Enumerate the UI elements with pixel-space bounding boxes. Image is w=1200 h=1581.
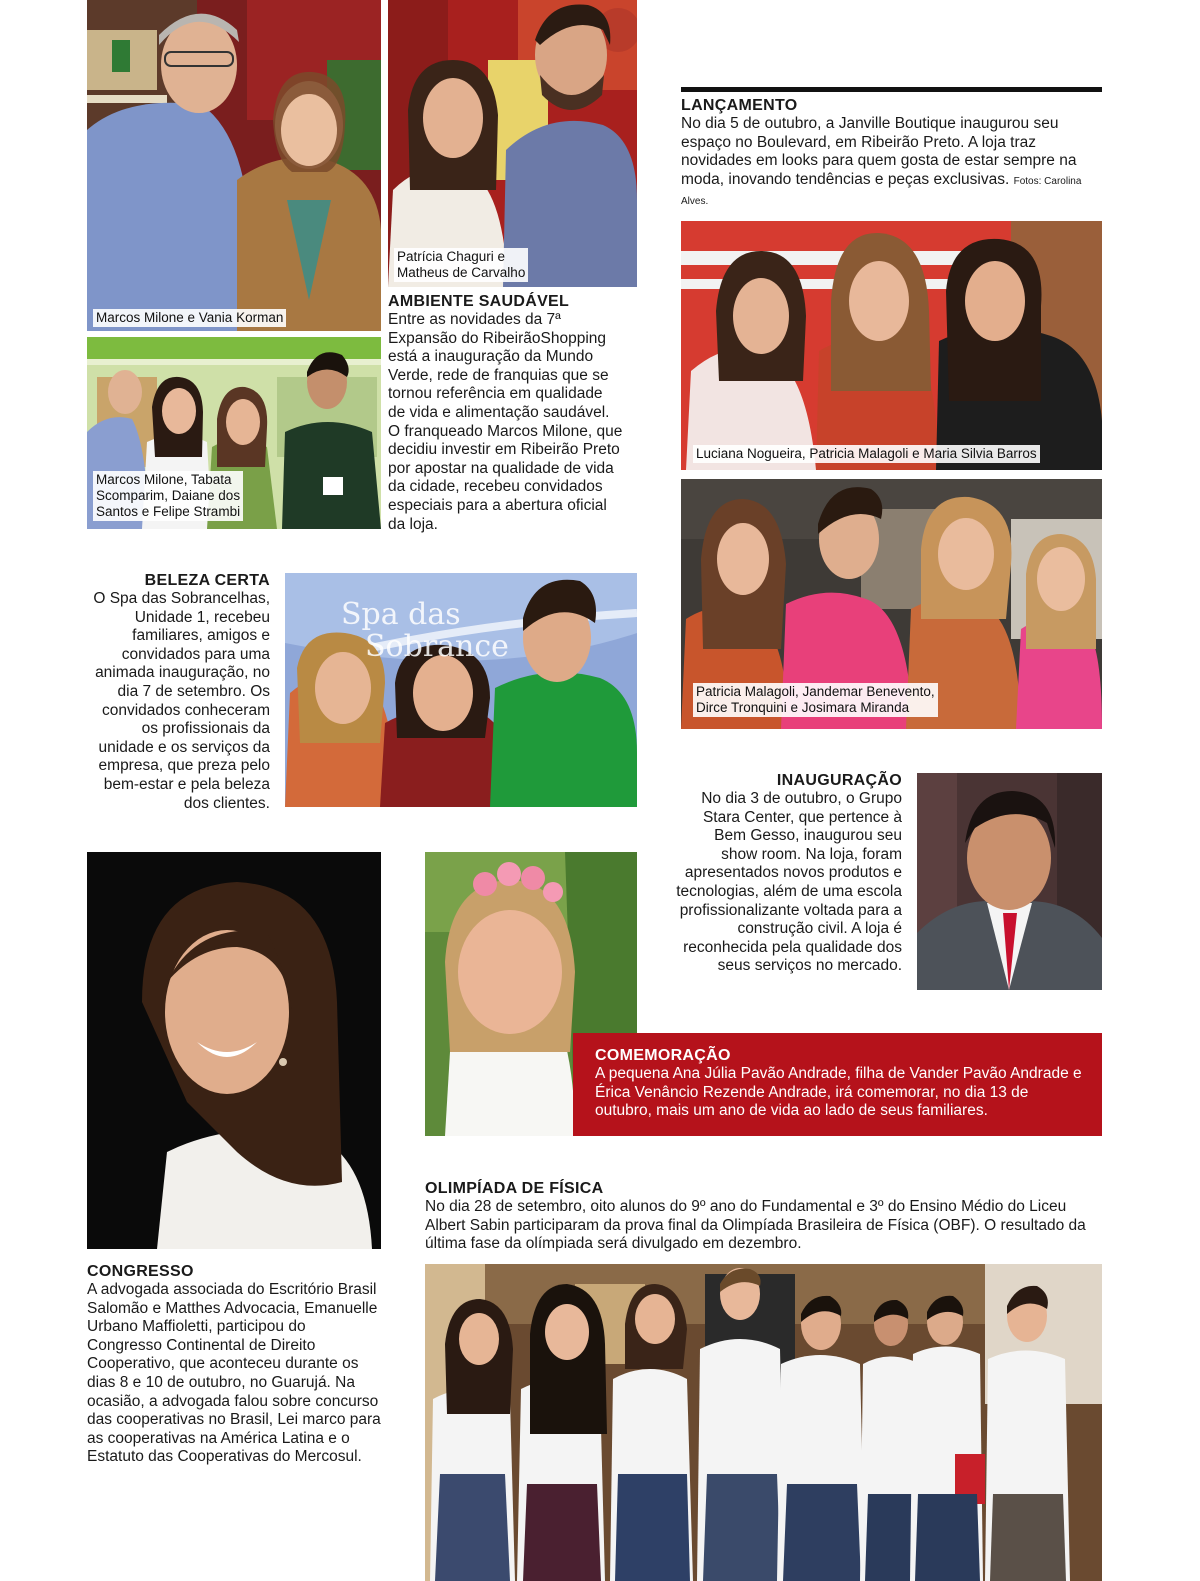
photo-chaguri-carvalho — [388, 0, 637, 287]
article-congresso — [87, 1263, 381, 1467]
spa-sign-text — [341, 599, 509, 663]
body-ambiente-saudavel: Entre as novidades da 7ª Expansão do RibeirãoShopping está a inauguração da Mundo Verde, rede de franquias que se tornou referência em qualidade de vida e alimentação saudável. O franqueado Marcos Milone, que decidiu investir em Ribeirão Preto por apostar na qualidade de vida da cidade, recebeu convidados especiais para a abertura oficial da loja. — [388, 311, 623, 533]
photo-milone-korman — [87, 0, 381, 331]
caption-text: Matheus de Carvalho — [397, 265, 526, 280]
spa-sign-line: Sobrance — [365, 629, 509, 664]
caption-text: Patricia Malagoli, Jandemar Benevento, — [696, 684, 935, 699]
body-comemoracao: A pequena Ana Júlia Pavão Andrade, filha de Vander Pavão Andrade e Érica Venâncio Rezende Andrade, irá comemorar, no dia 13 de outubro, mais um ano de vida ao lado de seus familiares. — [595, 1065, 1082, 1120]
caption-text: Dirce Tronquini e Josimara Miranda — [696, 700, 910, 715]
body-inauguracao: No dia 3 de outubro, o Grupo Stara Center, que pertence à Bem Gesso, inaugurou seu show room. Na loja, foram apresentados novos produtos e tecnologias, além de uma escola profissionalizante voltada para a construção civil. A loja é reconhecida pela qualidade dos seus serviços no mercado. — [676, 790, 902, 975]
body-congresso: A advogada associada do Escritório Brasil Salomão e Matthes Advocacia, Emanuelle Urbano Maffioletti, participou do Congresso Continental de Direito Cooperativo, que aconteceu durante os dias 8 e 10 de outubro, no Guarujá. Na ocasião, a advogada falou sobre concurso das cooperativas no Brasil, Lei marco para as cooperativas na América Latina e o Estatuto das Cooperativas do Mercosul. — [87, 1281, 381, 1466]
photo-milone-group — [87, 337, 381, 529]
caption-text: Marcos Milone, Tabata — [96, 472, 232, 487]
article-ambiente-saudavel — [388, 293, 624, 534]
section-rule — [681, 87, 1102, 92]
caption-text: Marcos Milone e Vania Korman — [96, 310, 284, 325]
article-beleza-certa — [87, 572, 270, 813]
body-lancamento — [681, 115, 1102, 212]
article-lancamento — [681, 97, 1102, 212]
photo-olimpiada-alunos — [425, 1264, 1102, 1581]
heading-comemoracao: COMEMORAÇÃO — [595, 1047, 731, 1064]
caption-text: Scomparim, Daiane dos — [96, 488, 241, 503]
heading-olimpiada: OLIMPÍADA DE FÍSICA — [425, 1180, 604, 1197]
caption-nogueira-group — [693, 445, 1040, 463]
caption-text: Luciana Nogueira, Patricia Malagoli e Maria Silvia Barros — [696, 446, 1037, 461]
article-olimpiada — [425, 1180, 1102, 1254]
photo-credit: Fotos: Carolina Alves. — [681, 175, 1082, 208]
article-inauguracao — [676, 772, 902, 976]
photo-stara-center — [917, 773, 1102, 990]
heading-congresso: CONGRESSO — [87, 1263, 194, 1280]
caption-milone-group — [93, 471, 243, 521]
heading-lancamento: LANÇAMENTO — [681, 97, 798, 114]
body-beleza-certa: O Spa das Sobrancelhas, Unidade 1, recebeu familiares, amigos e convidados para uma animada inauguração, no dia 7 de setembro. Os convidados conheceram os profissionais da unidade e os serviços da empresa, que preza pelo bem-estar e pela beleza dos clientes. — [93, 590, 270, 812]
caption-text: Patrícia Chaguri e — [397, 249, 506, 264]
caption-text: Santos e Felipe Strambi — [96, 504, 241, 519]
caption-malagoli-group — [693, 683, 938, 717]
photo-nogueira-group — [681, 221, 1102, 470]
heading-ambiente-saudavel: AMBIENTE SAUDÁVEL — [388, 293, 570, 310]
heading-inauguracao: INAUGURAÇÃO — [776, 772, 902, 789]
box-comemoracao — [573, 1033, 1102, 1136]
body-olimpiada: No dia 28 de setembro, oito alunos do 9º ano do Fundamental e 3º do Ensino Médio do Liceu Albert Sabin participaram da prova final da Olimpíada Brasileira de Física (OBF). O resultado da última fase da olímpiada será divulgado em dezembro. — [425, 1198, 1086, 1253]
caption-milone-korman — [93, 309, 286, 327]
heading-beleza-certa: BELEZA CERTA — [144, 572, 270, 589]
caption-chaguri-carvalho — [394, 248, 528, 282]
photo-malagoli-group — [681, 479, 1102, 729]
photo-congresso — [87, 852, 381, 1249]
photo-spa-sobrancelhas — [285, 573, 637, 807]
lancamento-body-text: No dia 5 de outubro, a Janville Boutique inaugurou seu espaço no Boulevard, em Ribeirão Preto. A loja traz novidades em looks para quem gosta de estar sempre na moda, inovando tendências e peças exclusivas. — [681, 115, 1077, 188]
spa-sign-line: Spa das — [341, 597, 461, 632]
